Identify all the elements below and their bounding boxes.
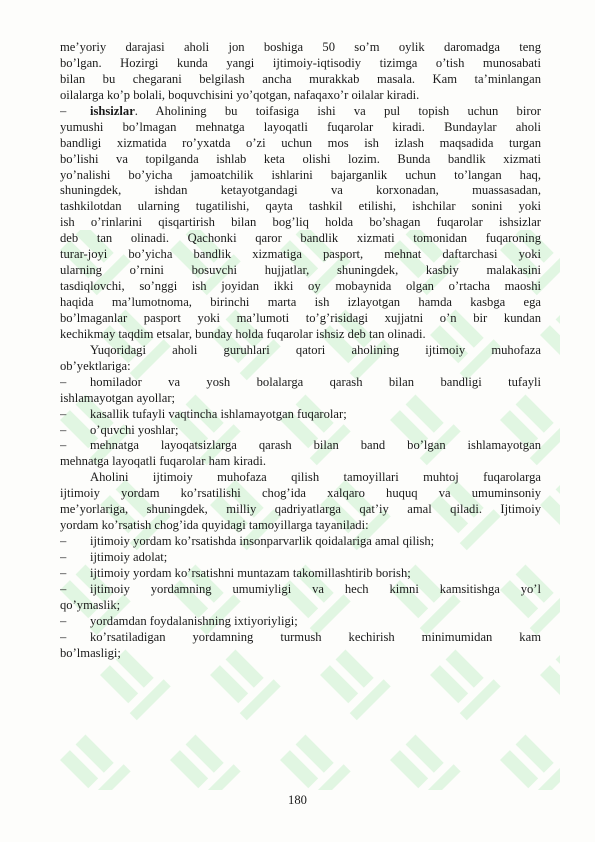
text-line	[60, 247, 541, 263]
list-dash: –	[60, 613, 67, 628]
watermark-mark	[166, 730, 241, 790]
line-text: bilan bu chegarani belgilash ancha murakkab masala. Kam ta’minlangan	[60, 71, 541, 86]
line-text: tashkilotdan ularning tugatilishi, qayta tashkil etilishi, ishchilar sonini yoki	[60, 199, 541, 214]
line-text: bo’lmasligi;	[60, 645, 121, 660]
text-line	[60, 502, 541, 518]
text-line	[60, 582, 541, 598]
bold-term: ishsizlar	[90, 103, 135, 118]
watermark-mark	[496, 730, 560, 790]
text-line	[60, 534, 541, 550]
line-text: kasallik tufayli vaqtincha ishlamayotgan fuqarolar;	[90, 406, 347, 421]
watermark-mark	[386, 730, 461, 790]
text-line	[60, 88, 541, 104]
text-line	[60, 279, 541, 295]
text-line	[60, 215, 541, 231]
line-text: bo’lgan. Hozirgi kunda yangi ijtimoiy-iqtisodiy tizimga o’tish munosabati	[60, 55, 541, 70]
watermark-mark	[56, 730, 131, 790]
line-text: ishlamayotgan ayollar;	[60, 390, 176, 405]
line-text: ob’yektlariga:	[60, 358, 131, 373]
list-dash: –	[60, 438, 67, 453]
text-line	[60, 359, 541, 375]
text-line	[60, 152, 541, 168]
list-dash: –	[60, 374, 67, 389]
line-text: ularning o’rnini bosuvchi hujjatlar, shuningdek, kasbiy malakasini	[60, 263, 541, 278]
list-dash: –	[60, 534, 67, 549]
text-line	[60, 183, 541, 199]
text-line	[60, 438, 541, 454]
list-dash: –	[60, 550, 67, 564]
text-line	[60, 598, 541, 614]
line-text: o’quvchi yoshlar;	[90, 422, 179, 437]
line-text: Yuqoridagi aholi guruhlari qatori aholining ijtimoiy muhofaza	[90, 342, 541, 357]
line-text: ijtimoiy yordam ko’rsatishda insonparvarlik qoidalariga amal qilish;	[90, 534, 435, 549]
text-line	[60, 263, 541, 279]
text-line	[60, 614, 541, 630]
list-dash: –	[60, 103, 67, 118]
text-line	[60, 231, 541, 247]
line-text: deb tan olinadi. Qachonki qaror bandlik xizmati tomonidan fuqaroning	[60, 231, 541, 246]
line-text: yumushi bo’lmagan mehnatga layoqatli fuqarolar kiradi. Bundaylar aholi	[60, 119, 541, 134]
line-text: ijtimoiy yordam ko’rsatishni muntazam takomillashtirib borish;	[90, 565, 411, 580]
list-dash: –	[60, 406, 67, 421]
line-text: haqida ma’lumotnoma, birinchi marta ish izlayotgan hamda kasbga ega	[60, 295, 541, 309]
line-text: ijtimoiy yordamning umumiyligi va hech kimni kamsitishga yo’l	[90, 581, 541, 596]
text-line	[60, 199, 541, 215]
line-text: oilalarga ko’p bolali, boquvchisini yo’qotgan, nafaqaxo’r oilalar kiradi.	[60, 87, 420, 102]
line-text: yordamdan foydalanishning ixtiyoriyligi;	[90, 613, 298, 628]
text-line	[60, 566, 541, 582]
text-line	[60, 136, 541, 152]
text-line	[60, 311, 541, 327]
line-text: homilador va yosh bolalarga qarash bilan bandligi tufayli	[90, 374, 541, 389]
line-text: mehnatga layoqatli fuqarolar ham kiradi.	[60, 454, 266, 469]
text-line	[60, 295, 541, 311]
text-line	[60, 104, 541, 120]
text-line	[60, 343, 541, 359]
text-line	[60, 327, 541, 343]
list-dash: –	[60, 629, 67, 644]
line-text: shuningdek, ishdan ketayotgandagi va korxonadan, muassasadan,	[60, 183, 541, 198]
text-line	[60, 423, 541, 439]
list-dash: –	[60, 565, 67, 580]
line-text: ko’rsatiladigan yordamning turmush kechirish minimumidan kam	[90, 629, 541, 644]
text-line	[60, 486, 541, 502]
page-number: 180	[288, 793, 307, 807]
line-text: ijtimoiy yordam ko’rsatilishi chog’ida xalqaro huquq va umuminsoniy	[60, 486, 541, 501]
text-line	[60, 630, 541, 646]
watermark-mark	[276, 730, 351, 790]
text-line	[60, 56, 541, 72]
line-text: qo’ymaslik;	[60, 597, 121, 612]
body-text	[60, 40, 541, 662]
list-dash: –	[60, 581, 67, 596]
line-text: . Aholining bu toifasiga ishi va pul topish uchun biror	[134, 103, 541, 118]
line-text: ijtimoiy adolat;	[90, 550, 168, 564]
text-line	[60, 470, 541, 486]
text-line	[60, 646, 541, 662]
text-line	[60, 168, 541, 184]
text-line	[60, 72, 541, 88]
line-text: yordam ko’rsatish chog’ida quyidagi tamoyillarga tayaniladi:	[60, 518, 369, 533]
line-text: tasdiqlovchi, so’nggi ish joyidan ikki oy mobaynida olgan o’rtacha maoshi	[60, 279, 541, 294]
text-line	[60, 120, 541, 136]
line-text: Aholini ijtimoiy muhofaza qilish tamoyillari muhtoj fuqarolarga	[90, 470, 541, 485]
text-line	[60, 454, 541, 470]
text-line	[60, 375, 541, 391]
line-text: bandligi xizmatida ro’yxatda o’zi uchun mos ish izlash maqsadida turgan	[60, 135, 541, 150]
line-text: me’yorlariga, shuningdek, milliy qadriyatlarga qat’iy amal qiladi. Ijtimoiy	[60, 502, 541, 517]
line-text: kechikmay taqdim etsalar, bunday holda fuqarolar ishsiz deb tan olinadi.	[60, 326, 426, 341]
line-text: turar-joyi bo’yicha bandlik xizmatiga pasport, mehnat daftarchasi yoki	[60, 247, 541, 262]
line-text: me’yoriy darajasi aholi jon boshiga 50 so’m oylik daromadga teng	[60, 40, 541, 54]
text-line	[60, 550, 541, 566]
text-line	[60, 40, 541, 56]
list-dash: –	[60, 422, 67, 437]
line-text: mehnatga layoqatsizlarga qarash bilan band bo’lgan ishlamayotgan	[90, 438, 541, 453]
line-text: ish o’rinlarini qisqartirish bilan bog’liq holda bo’shagan fuqarolar ishsizlar	[60, 215, 541, 230]
text-line	[60, 407, 541, 423]
line-text: bo’lishi va topilganda ishlab keta olishi lozim. Bunda bandlik xizmati	[60, 151, 541, 166]
line-text: yo’nalishi bo’yicha jamoatchilik ishlarini bajarganlik uchun to’langan haq,	[60, 167, 541, 182]
text-line	[60, 391, 541, 407]
text-line	[60, 518, 541, 534]
line-text: bo’lmaganlar pasport yoki ma’lumoti to’g’risidagi xujjatni o’n bir kundan	[60, 310, 541, 325]
